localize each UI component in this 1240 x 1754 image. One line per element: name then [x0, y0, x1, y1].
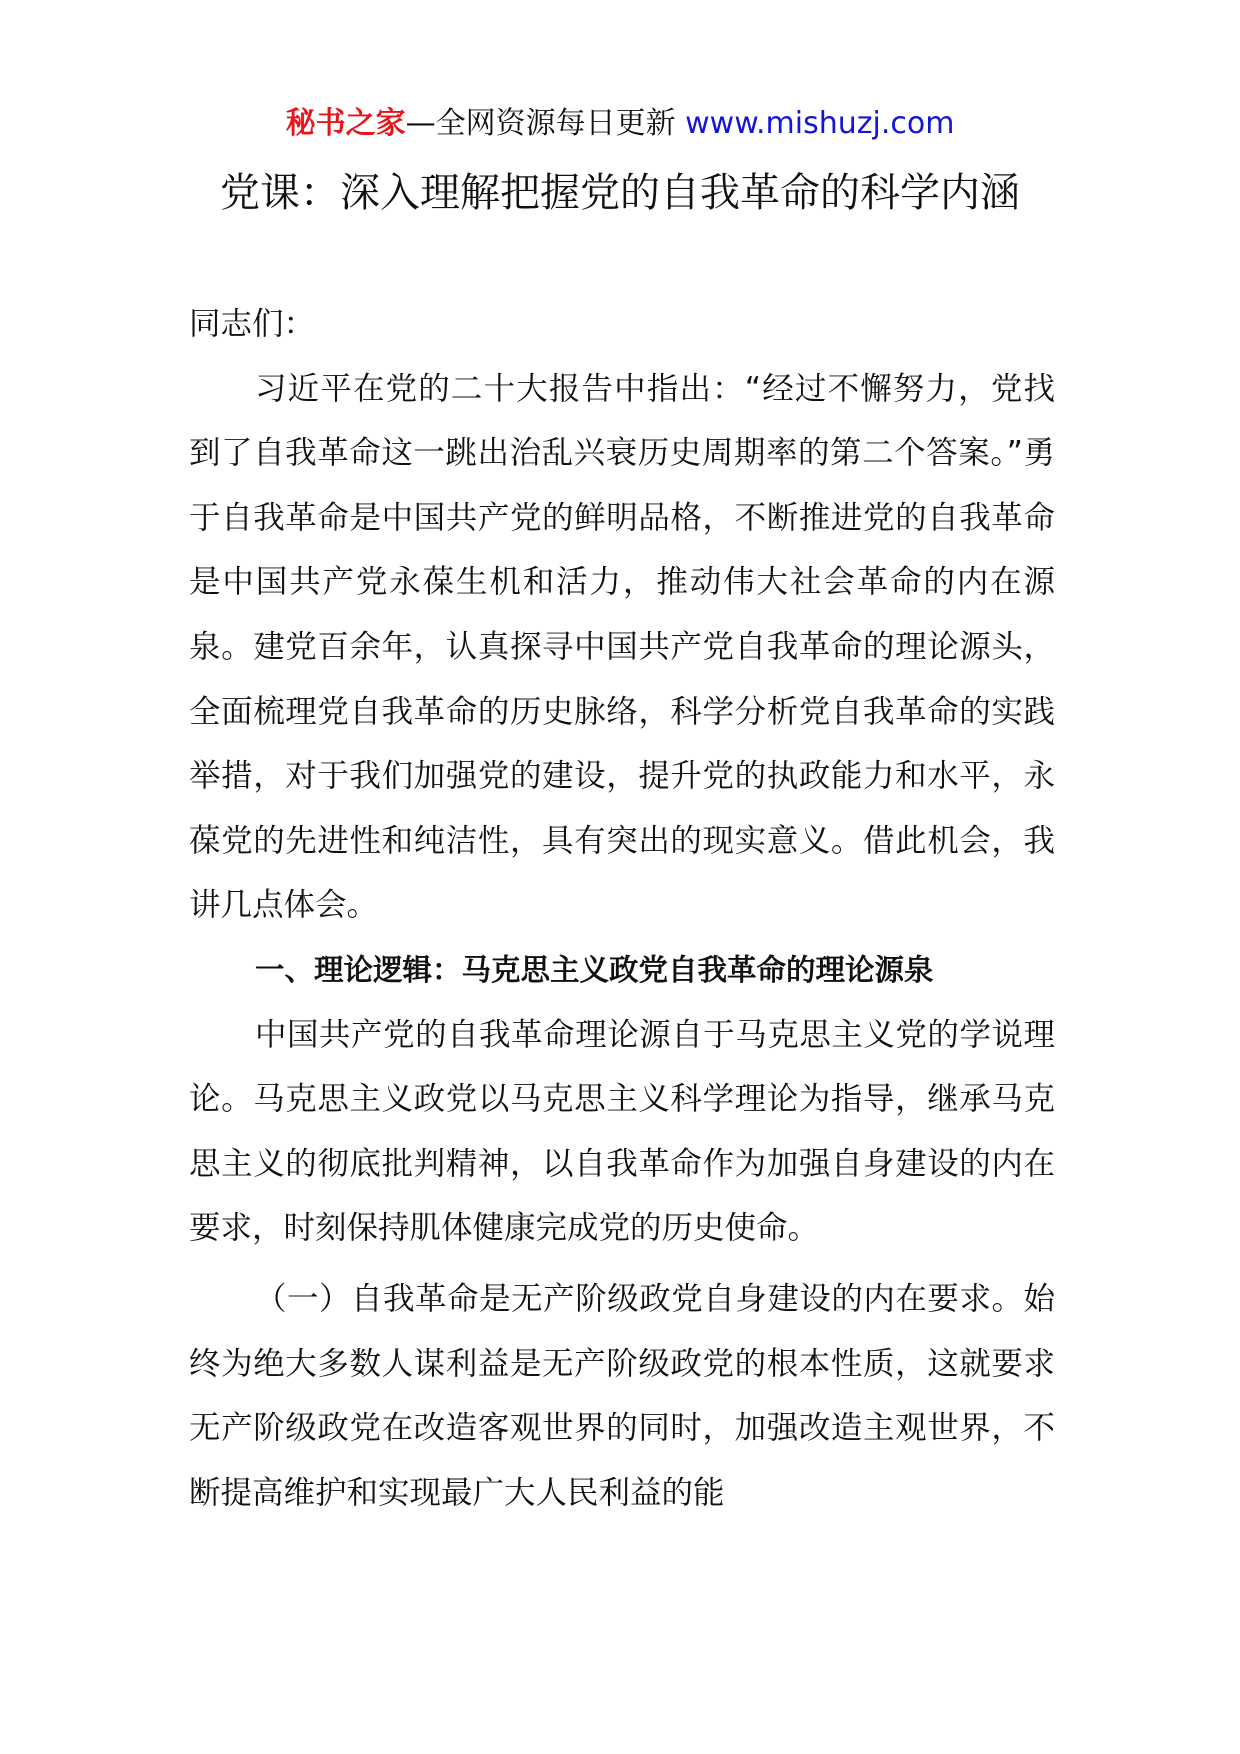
section-heading: 一、理论逻辑：马克思主义政党自我革命的理论源泉: [255, 952, 934, 987]
site-tagline: —全网资源每日更新: [405, 106, 686, 141]
paragraph-subsection-1: （一）自我革命是无产阶级政党自身建设的内在要求。始终为绝大多数人谋利益是无产阶级政党的根本性质，这就要求无产阶级政党在改造客观世界的同时，加强改造主观世界，不断提高维护和实现最广大人民利益的能: [189, 1280, 1055, 1511]
brand-name: 秘书之家: [285, 106, 406, 141]
document-title: 党课：深入理解把握党的自我革命的科学内涵: [220, 170, 1020, 216]
paragraph-intro: 习近平在党的二十大报告中指出：“经过不懈努力，党找到了自我革命这一跳出治乱兴衰历史周期率的第二个答案。”勇于自我革命是中国共产党的鲜明品格，不断推进党的自我革命是中国共产党永葆生机和活力，推动伟大社会革命的内在源泉。建党百余年，认真探寻中国共产党自我革命的理论源头，全面梳理党自我革命的历史脉络，科学分析党自我革命的实践举措，对于我们加强党的建设，提升党的执政能力和水平，永葆党的先进性和纯洁性，具有突出的现实意义。借此机会，我讲几点体会。: [189, 370, 1055, 924]
site-url-link[interactable]: www.mishuzj.com: [685, 106, 955, 141]
document-body: [189, 292, 1055, 1525]
paragraph-theory: 中国共产党的自我革命理论源自于马克思主义党的学说理论。马克思主义政党以马克思主义科学理论为指导，继承马克思主义的彻底批判精神，以自我革命作为加强自身建设的内在要求，时刻保持肌体健康完成党的历史使命。: [189, 1016, 1055, 1247]
greeting: 同志们：: [189, 306, 316, 342]
site-header: [0, 102, 1240, 146]
